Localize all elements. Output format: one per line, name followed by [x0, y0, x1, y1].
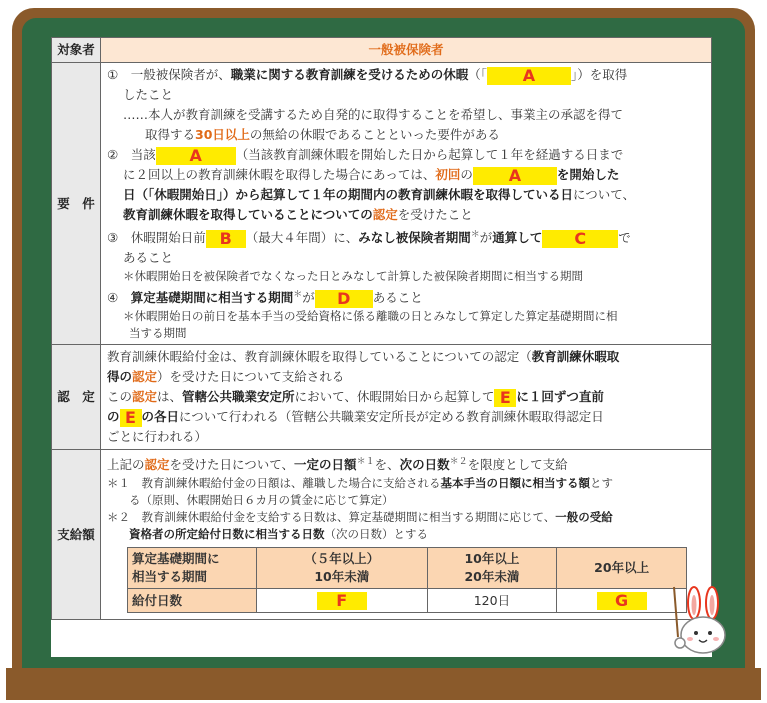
- blank-b: B: [206, 230, 246, 248]
- rabbit-mascot-icon: [668, 585, 742, 665]
- benefit-days-label: 給付日数: [128, 589, 257, 613]
- col-10-20-years: 10年以上 20年未満: [427, 548, 557, 589]
- table-row: [128, 548, 687, 589]
- table-row-payment: [52, 450, 712, 620]
- table-row-requirements: [52, 63, 712, 345]
- blank-e-1: E: [494, 389, 516, 407]
- blank-e-2: E: [120, 409, 142, 427]
- col-20-plus-years: 20年以上: [557, 548, 687, 589]
- blank-f: F: [317, 592, 367, 610]
- blank-d: D: [315, 290, 373, 308]
- table-row: [128, 589, 687, 613]
- blank-a-1: A: [487, 67, 571, 85]
- blank-a-2: A: [156, 147, 236, 165]
- table-row-certification: [52, 345, 712, 450]
- blank-a-3: A: [473, 167, 557, 185]
- benefit-days-f: [257, 589, 428, 613]
- requirements-cell: ① 一般被保険者が、職業に関する教育訓練を受けるための休暇（「 A 」）を取得 したこと ……本人が教育訓練を受講するため自発的に取得することを希望し、事業主の承認を得て 取得する30日以上の無給の休暇であることといった要件がある ② 当該 A （当該教育訓練休暇を開始した日から起算して１年を経過する日まで に２回以上の教育訓練休暇を取得した場合にあっては、初回の A を開始した 日（「休暇開始日」）から起算して１年の期間内の教育訓練休暇を取得している日について、 教育訓練休暇を取得していることについての認定を受けたこと ③ 休暇開始日前 B （最大４年間）に、みなし被保険者期間＊が通算して C で あること ＊休暇開始日を被保険者でなくなった日とみなして計算した被保険者期間に相当する期間 ④ 算定基礎期間に相当する期間＊が D あること ＊休暇開始日の前日を基本手当の受給資格に係る離職の日とみなして算定した算定基礎期間に相 当する期間: [101, 63, 712, 345]
- header-label: 対象者: [52, 38, 101, 63]
- payment-cell: 上記の認定を受けた日について、一定の日額$^{*1}$を、次の日数$^{*2}$を限度として支給 ＊１ 教育訓練休暇給付金の日額は、離職した場合に支給される基本手当の日額に相当する額とす る（原則、休暇開始日６カ月の賃金に応じて算定） ＊２ 教育訓練休暇給付金を支給する日数は、算定基礎期間に相当する期間に応じて、一般の受給 資格者の所定給付日数に相当する日数（次の日数）とする 算定基礎期間に 相当する期間 （５年以上） 10年未満 10年以上 20年未満 20年以上 給付日数 F 120日 G: [101, 450, 712, 620]
- blank-g: G: [597, 592, 647, 610]
- chalkboard-ledge: [6, 668, 761, 700]
- requirements-label: 要 件: [52, 63, 101, 345]
- benefit-days-120: 120日: [427, 589, 557, 613]
- header-value: 一般被保険者: [101, 38, 712, 63]
- blank-c: C: [542, 230, 618, 248]
- benefit-days-table: [127, 547, 687, 613]
- certification-cell: 教育訓練休暇給付金は、教育訓練休暇を取得していることについての認定（教育訓練休暇取 得の認定）を受けた日について支給される この認定は、管轄公共職業安定所において、休暇開始日から起算して E に１回ずつ直前 の E の各日について行われる（管轄公共職業安定所長が定める教育訓練休暇取得認定日 ごとに行われる）: [101, 345, 712, 450]
- content-sheet: [51, 37, 712, 657]
- table-row-header: [52, 38, 712, 63]
- certification-label: 認 定: [52, 345, 101, 450]
- payment-label: 支給額: [52, 450, 101, 620]
- col-5-10-years: （５年以上） 10年未満: [257, 548, 428, 589]
- period-header: 算定基礎期間に 相当する期間: [128, 548, 257, 589]
- requirements-table: [51, 37, 712, 620]
